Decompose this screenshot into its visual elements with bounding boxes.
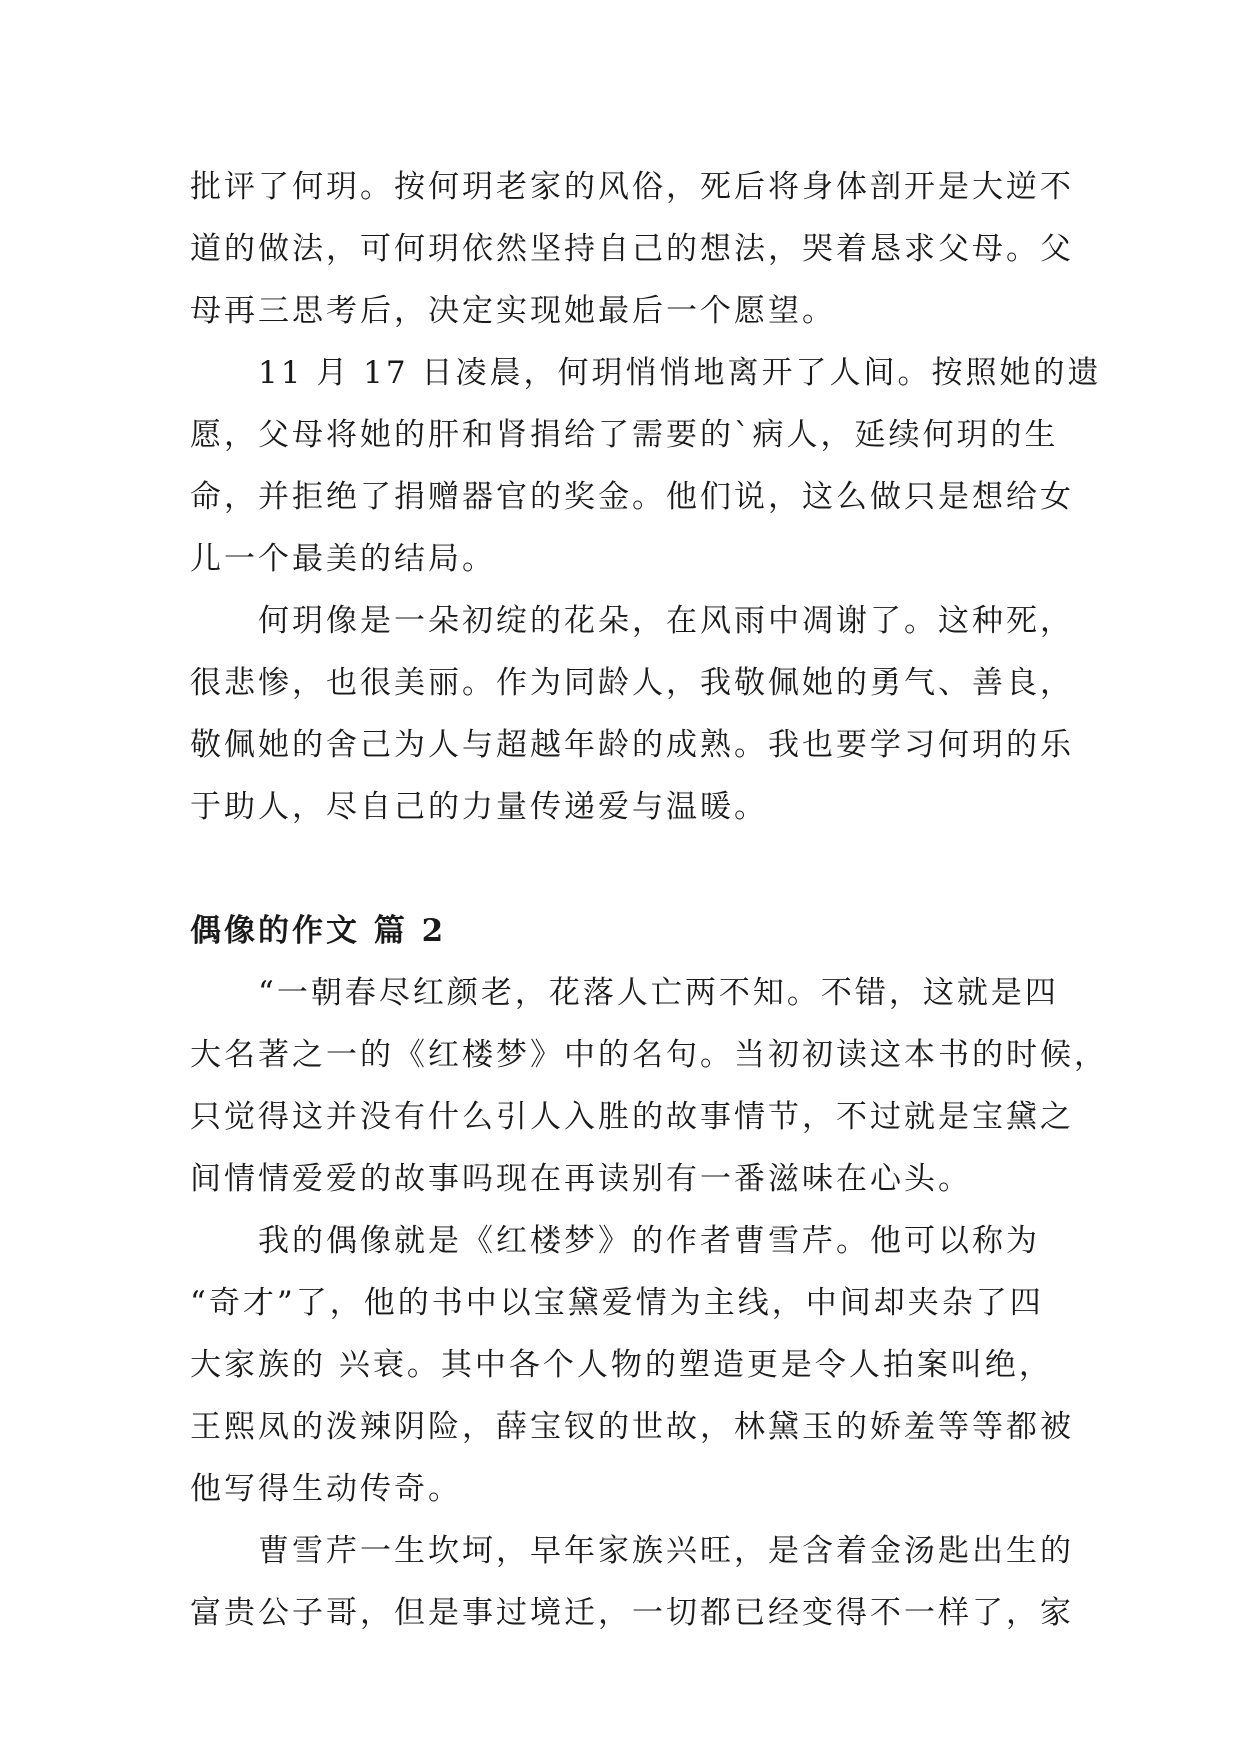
document-body bbox=[190, 156, 1108, 1644]
text-line: “一朝春尽红颜老，花落人亡两不知。不错，这就是四 bbox=[190, 975, 1059, 1011]
paragraph bbox=[190, 1210, 1074, 1520]
paragraph bbox=[190, 342, 1102, 590]
text-line: 道的做法，可何玥依然坚持自己的想法，哭着恳求父母。父 bbox=[190, 231, 1074, 267]
essay-section-2 bbox=[190, 900, 1108, 1644]
text-line: 只觉得这并没有什么引人入胜的故事情节，不过就是宝黛之 bbox=[190, 1099, 1074, 1135]
paragraph bbox=[190, 156, 1074, 342]
text-line: 王熙凤的泼辣阴险，薛宝钗的世故，林黛玉的娇羞等等都被 bbox=[190, 1409, 1074, 1445]
text-line: 命，并拒绝了捐赠器官的奖金。他们说，这么做只是想给女 bbox=[190, 479, 1074, 515]
text-line: 大家族的 兴衰。其中各个人物的塑造更是令人拍案叫绝， bbox=[190, 1347, 1053, 1383]
text-line: “奇才”了，他的书中以宝黛爱情为主线，中间却夹杂了四 bbox=[190, 1285, 1044, 1321]
text-line: 愿，父母将她的肝和肾捐给了需要的`病人，延续何玥的生 bbox=[190, 417, 1059, 453]
text-line: 11 月 17 日凌晨，何玥悄悄地离开了人间。按照她的遗 bbox=[190, 355, 1102, 391]
text-line: 敬佩她的舍己为人与超越年龄的成熟。我也要学习何玥的乐 bbox=[190, 727, 1074, 763]
text-line: 很悲惨，也很美丽。作为同龄人，我敬佩她的勇气、善良， bbox=[190, 665, 1074, 701]
paragraph bbox=[190, 962, 1108, 1210]
text-line: 于助人，尽自己的力量传递爱与温暖。 bbox=[190, 789, 768, 825]
text-line: 曹雪芹一生坎坷，早年家族兴旺，是含着金汤匙出生的 bbox=[190, 1533, 1074, 1569]
paragraph bbox=[190, 1520, 1074, 1644]
text-line: 间情情爱爱的故事吗现在再读别有一番滋味在心头。 bbox=[190, 1161, 972, 1197]
text-line: 他写得生动传奇。 bbox=[190, 1471, 462, 1507]
paragraph bbox=[190, 590, 1074, 838]
text-line: 大名著之一的《红楼梦》中的名句。当初初读这本书的时候， bbox=[190, 1037, 1108, 1073]
text-line: 母再三思考后，决定实现她最后一个愿望。 bbox=[190, 293, 836, 329]
text-line: 何玥像是一朵初绽的花朵，在风雨中凋谢了。这种死， bbox=[190, 603, 1074, 639]
text-line: 我的偶像就是《红楼梦》的作者曹雪芹。他可以称为 bbox=[190, 1223, 1040, 1259]
text-line: 儿一个最美的结局。 bbox=[190, 541, 496, 577]
section-heading: 偶像的作文 篇 2 bbox=[190, 913, 447, 949]
section-gap bbox=[190, 838, 1060, 900]
text-line: 富贵公子哥，但是事过境迁，一切都已经变得不一样了，家 bbox=[190, 1595, 1074, 1631]
essay-continuation bbox=[190, 156, 1102, 838]
text-line: 批评了何玥。按何玥老家的风俗，死后将身体剖开是大逆不 bbox=[190, 169, 1074, 205]
